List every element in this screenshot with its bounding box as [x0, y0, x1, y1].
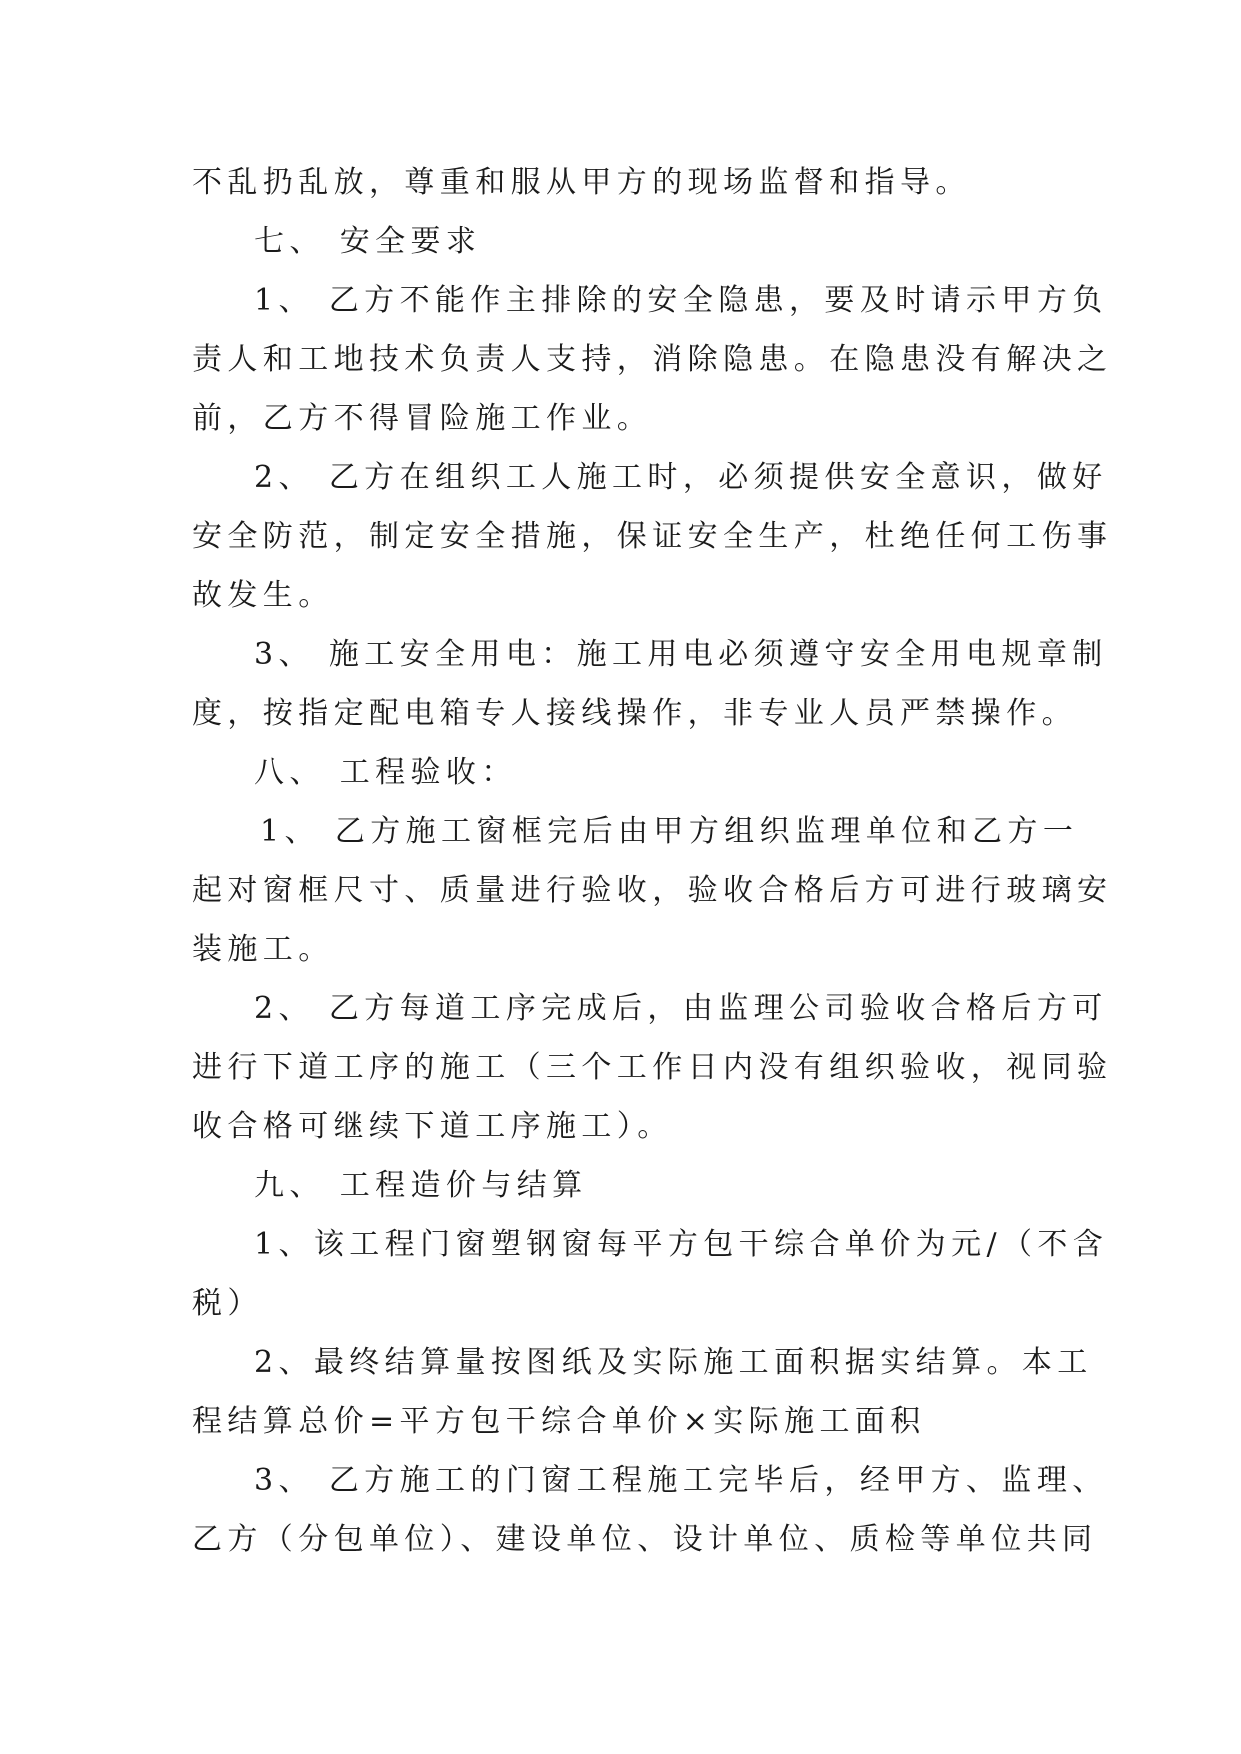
text-line-17: 收合格可继续下道工序施工）。: [192, 1109, 673, 1144]
section-heading-7: 七、 安全要求: [254, 224, 482, 259]
text-line-21: 2、最终结算量按图纸及实际施工面积据实结算。本工: [254, 1345, 1093, 1380]
text-line-14: 装施工。: [192, 932, 334, 967]
text-line-13: 起对窗框尺寸、质量进行验收，验收合格后方可进行玻璃安: [192, 873, 1113, 908]
section-heading-8: 八、 工程验收：: [254, 755, 517, 790]
text-line-10: 度，按指定配电箱专人接线操作，非专业人员严禁操作。: [192, 696, 1077, 731]
text-line-4: 责人和工地技术负责人支持，消除隐患。在隐患没有解决之: [192, 342, 1113, 377]
text-line-12: 1、 乙方施工窗框完后由甲方组织监理单位和乙方一: [260, 814, 1079, 849]
text-line-16: 进行下道工序的施工（三个工作日内没有组织验收，视同验: [192, 1050, 1113, 1085]
text-line-9: 3、 施工安全用电：施工用电必须遵守安全用电规章制: [254, 637, 1108, 672]
section-heading-9: 九、 工程造价与结算: [254, 1168, 588, 1203]
text-line-5: 前，乙方不得冒险施工作业。: [192, 401, 653, 436]
text-line-8: 故发生。: [192, 578, 334, 613]
text-line-22: 程结算总价=平方包干综合单价×实际施工面积: [192, 1404, 926, 1439]
text-line-19: 1、该工程门窗塑钢窗每平方包干综合单价为元/（不含: [254, 1227, 1109, 1262]
text-line-1: 不乱扔乱放，尊重和服从甲方的现场监督和指导。: [192, 165, 971, 200]
text-line-3: 1、 乙方不能作主排除的安全隐患，要及时请示甲方负: [254, 283, 1108, 318]
text-line-20: 税）: [192, 1286, 263, 1321]
text-line-23: 3、 乙方施工的门窗工程施工完毕后，经甲方、监理、: [254, 1463, 1108, 1498]
text-line-7: 安全防范，制定安全措施，保证安全生产，杜绝任何工伤事: [192, 519, 1113, 554]
text-line-15: 2、 乙方每道工序完成后，由监理公司验收合格后方可: [254, 991, 1108, 1026]
text-line-6: 2、 乙方在组织工人施工时，必须提供安全意识，做好: [254, 460, 1108, 495]
text-line-24: 乙方（分包单位）、建设单位、设计单位、质检等单位共同: [192, 1522, 1098, 1557]
